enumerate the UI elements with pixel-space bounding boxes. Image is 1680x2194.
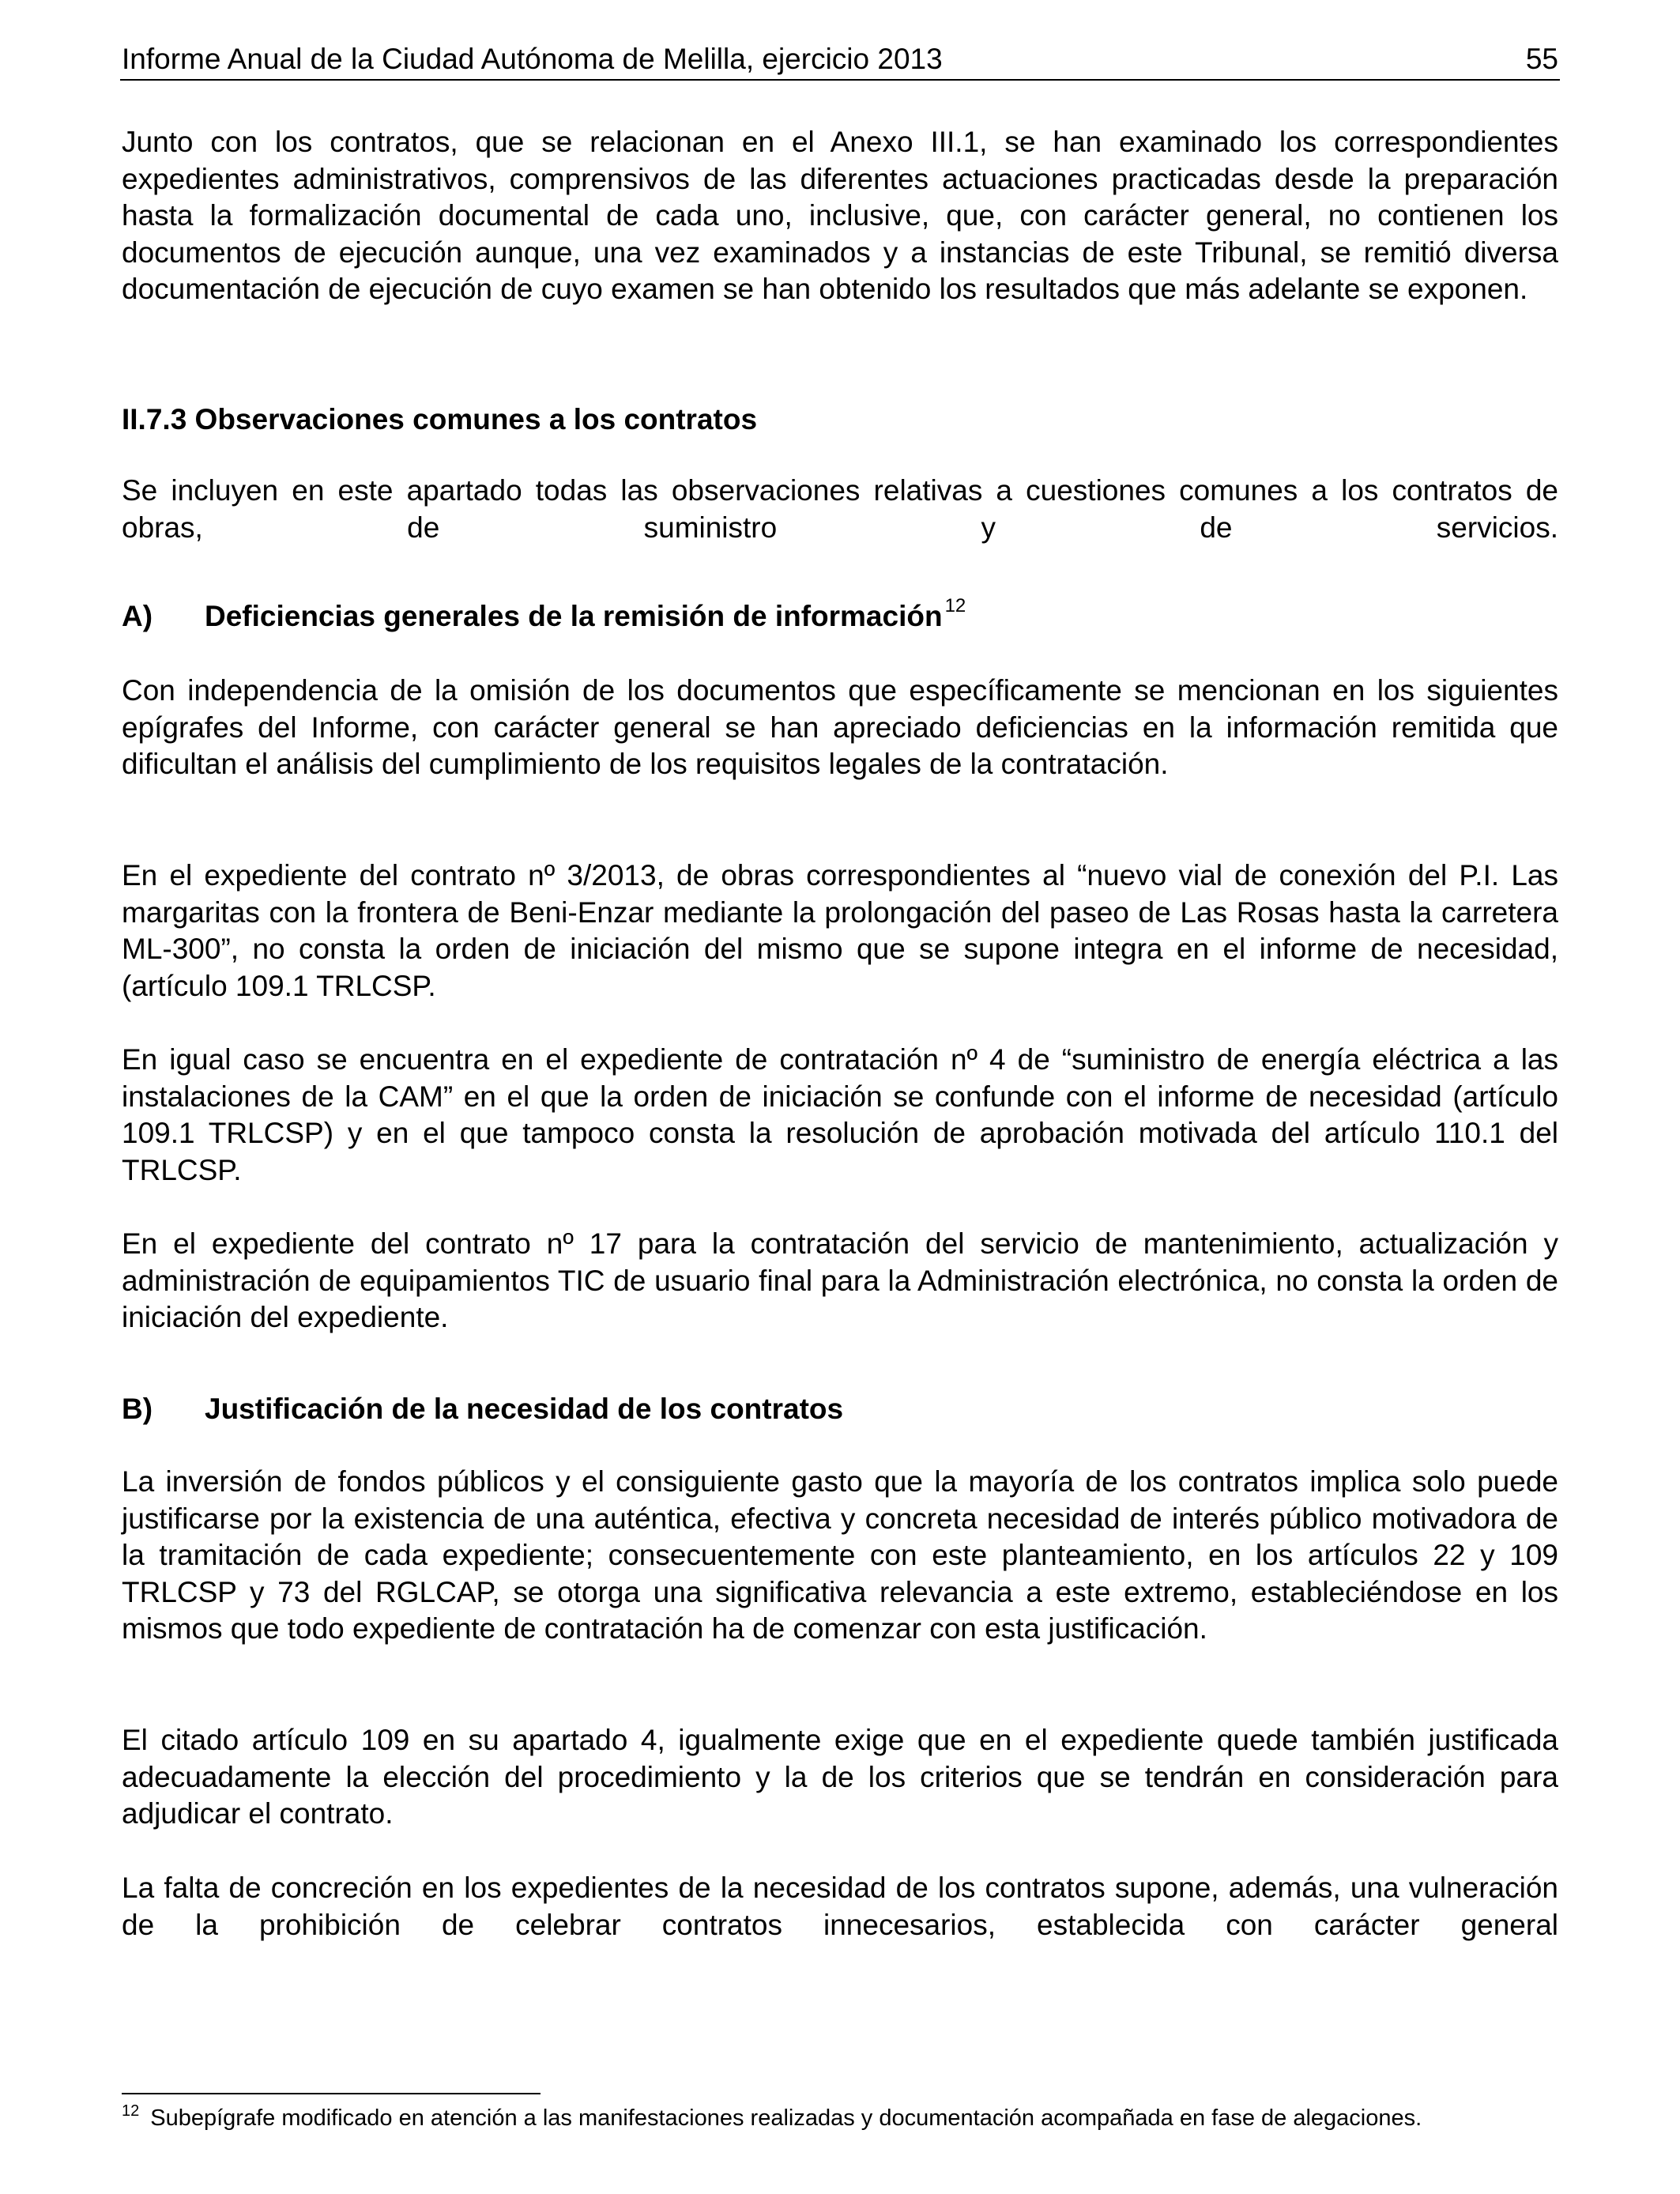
- subsection-heading-b: [122, 1391, 1558, 1427]
- footnote-text: Subepígrafe modificado en atención a las manifestaciones realizadas y documentación acompañada en fase de alegaciones.: [150, 2105, 1422, 2131]
- paragraph-contract-4: En igual caso se encuentra en el expediente de contratación nº 4 de “suministro de energía eléctrica a las instalaciones de la CAM” en el que la orden de iniciación se confunde con el informe de necesidad (artículo 109.1 TRLCSP) y en el que tampoco consta la resolución de aprobación motivada del artículo 110.1 del TRLCSP.: [122, 1043, 1558, 1186]
- paragraph-lack-of-concreteness: La falta de concreción en los expedientes de la necesidad de los contratos supone, además, una vulneración de la prohibición de celebrar contratos innecesarios, establecida con carácter general: [122, 1872, 1558, 1941]
- paragraph-section-intro: Se incluyen en este apartado todas las observaciones relativas a cuestiones comunes a los contratos de obras, de suministro y de servicios.: [122, 474, 1558, 544]
- paragraph-examined-contracts: Junto con los contratos, que se relacionan en el Anexo III.1, se han examinado los correspondientes expedientes administrativos, comprensivos de las diferentes actuaciones practicadas desde la preparación hasta la formalización documental de cada uno, inclusive, que, con carácter general, no contienen los documentos de ejecución aunque, una vez examinados y a instancias de este Tribunal, se remitió diversa documentación de ejecución de cuyo examen se han obtenido los resultados que más adelante se exponen.: [122, 126, 1558, 305]
- footnote-separator: [122, 2093, 541, 2094]
- report-title: Informe Anual de la Ciudad Autónoma de Melilla, ejercicio 2013: [122, 43, 943, 75]
- subsection-letter-b: B): [122, 1393, 153, 1425]
- subsection-title-a: Deficiencias generales de la remisión de información: [205, 600, 943, 632]
- subsection-heading-a: [122, 595, 1558, 635]
- paragraph-deficiencies: Con independencia de la omisión de los documentos que específicamente se mencionan en los siguientes epígrafes del Informe, con carácter general se han apreciado deficiencias en la información remitida que dificultan el análisis del cumplimiento de los requisitos legales de la contratación.: [122, 674, 1558, 780]
- footnote-reference[interactable]: 12: [944, 595, 966, 616]
- subsection-letter-a: A): [122, 600, 153, 632]
- page-number: 55: [1525, 43, 1558, 75]
- paragraph-contract-3: En el expediente del contrato nº 3/2013, de obras correspondientes al “nuevo vial de conexión del P.I. Las margaritas con la frontera de Beni-Enzar mediante la prolongación del paseo de Las Rosas hasta la carretera ML-300”, no consta la orden de iniciación del mismo que se supone integra en el informe de necesidad, (artículo 109.1 TRLCSP.: [122, 859, 1558, 1002]
- subsection-title-b: Justificación de la necesidad de los contratos: [205, 1393, 844, 1425]
- paragraph-article-109: El citado artículo 109 en su apartado 4, igualmente exige que en el expediente quede también justificada adecuadamente la elección del procedimiento y la de los criterios que se tendrán en consideración para adjudicar el contrato.: [122, 1724, 1558, 1830]
- section-heading: II.7.3 Observaciones comunes a los contratos: [122, 403, 758, 435]
- page-header: [120, 41, 1560, 81]
- footnote-number: 12: [122, 2102, 140, 2120]
- paragraph-public-funds: La inversión de fondos públicos y el consiguiente gasto que la mayoría de los contratos implica solo puede justificarse por la existencia de una auténtica, efectiva y concreta necesidad de interés público motivadora de la tramitación de cada expediente; consecuentemente con este planteamiento, en los artículos 22 y 109 TRLCSP y 73 del RGLCAP, se otorga una significativa relevancia a este extremo, estableciéndose en los mismos que todo expediente de contratación ha de comenzar con esta justificación.: [122, 1465, 1558, 1645]
- footnote: [122, 2104, 1558, 2132]
- paragraph-contract-17: En el expediente del contrato nº 17 para la contratación del servicio de mantenimiento, actualización y administración de equipamientos TIC de usuario final para la Administración electrónica, no consta la orden de iniciación del expediente.: [122, 1227, 1558, 1333]
